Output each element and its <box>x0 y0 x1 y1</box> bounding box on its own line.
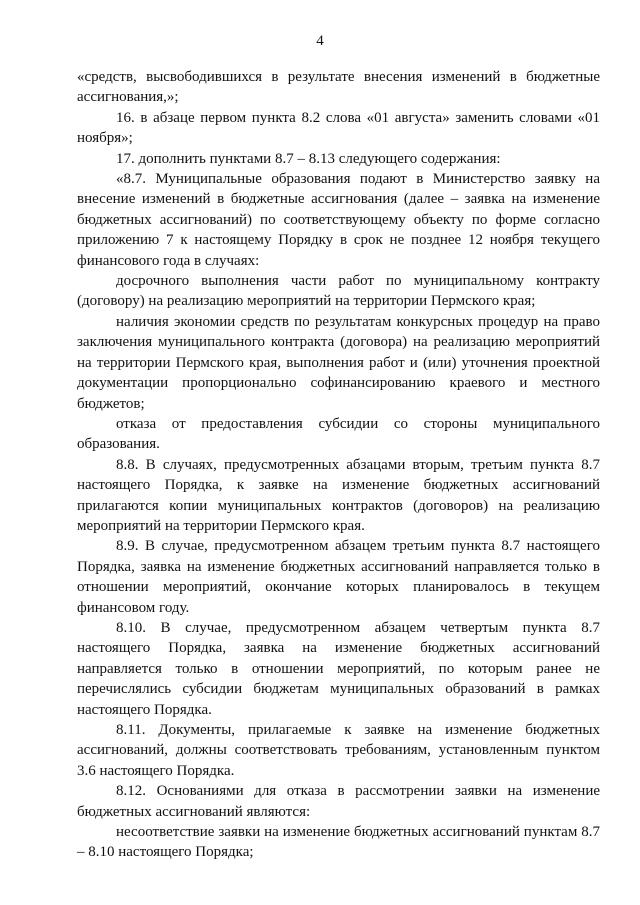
paragraph-item-17: 17. дополнить пунктами 8.7 – 8.13 следующего содержания: <box>116 150 501 167</box>
paragraph-clause-8-12: 8.12. Основаниями для отказа в рассмотрении заявки на изменение бюджетных ассигнований являются: <box>77 783 600 820</box>
page-number: 4 <box>316 33 324 49</box>
paragraph-reason-mismatch: несоответствие заявки на изменение бюджетных ассигнований пунктам 8.7 – 8.10 настоящего Порядка; <box>77 824 600 861</box>
paragraph-clause-8-11: 8.11. Документы, прилагаемые к заявке на изменение бюджетных ассигнований, должны соответствовать требованиям, установленным пунктом 3.6 настоящего Порядка. <box>77 722 600 779</box>
document-body <box>77 67 600 863</box>
paragraph-item-16: 16. в абзаце первом пункта 8.2 слова «01 августа» заменить словами «01 ноября»; <box>77 109 600 147</box>
paragraph-case-savings: наличия экономии средств по результатам конкурсных процедур на право заключения муниципального контракта (договора) на реализацию мероприятий на территории Пермского края, выполнения работ и (или) уточнения проектной документации пропорционально софинансированию краевого и местного бюджетов; <box>77 313 600 412</box>
paragraph-clause-8-9: 8.9. В случае, предусмотренном абзацем третьим пункта 8.7 настоящего Порядка, заявка на изменение бюджетных ассигнований направляется только в отношении мероприятий, окончание которых планировалось в текущем финансовом году. <box>77 538 600 616</box>
paragraph-continuation: «средств, высвободившихся в результате внесения изменений в бюджетные ассигнования,»; <box>77 69 600 106</box>
paragraph-case-early-completion: досрочного выполнения части работ по муниципальному контракту (договору) на реализацию мероприятий на территории Пермского края; <box>77 273 600 310</box>
paragraph-clause-8-10: 8.10. В случае, предусмотренном абзацем четвертым пункта 8.7 настоящего Порядка, заявка на изменение бюджетных ассигнований направляется только в отношении мероприятий, по которым ранее не перечислялись субсидии бюджетам муниципальных образований в рамках настоящего Порядка. <box>77 619 600 718</box>
paragraph-clause-8-8: 8.8. В случаях, предусмотренных абзацами вторым, третьим пункта 8.7 настоящего Порядка, к заявке на изменение бюджетных ассигнований прилагаются копии муниципальных контрактов (договоров) на реализацию мероприятий на территории Пермского края. <box>77 456 600 534</box>
paragraph-case-refusal: отказа от предоставления субсидии со стороны муниципального образования. <box>77 415 600 453</box>
paragraph-clause-8-7: «8.7. Муниципальные образования подают в Министерство заявку на внесение изменений в бюджетные ассигнования (далее – заявка на изменение бюджетных ассигнований) по соответствующему объекту по форме согласно приложению 7 к настоящему Порядку в срок не позднее 12 ноября текущего финансового года в случаях: <box>77 171 600 269</box>
